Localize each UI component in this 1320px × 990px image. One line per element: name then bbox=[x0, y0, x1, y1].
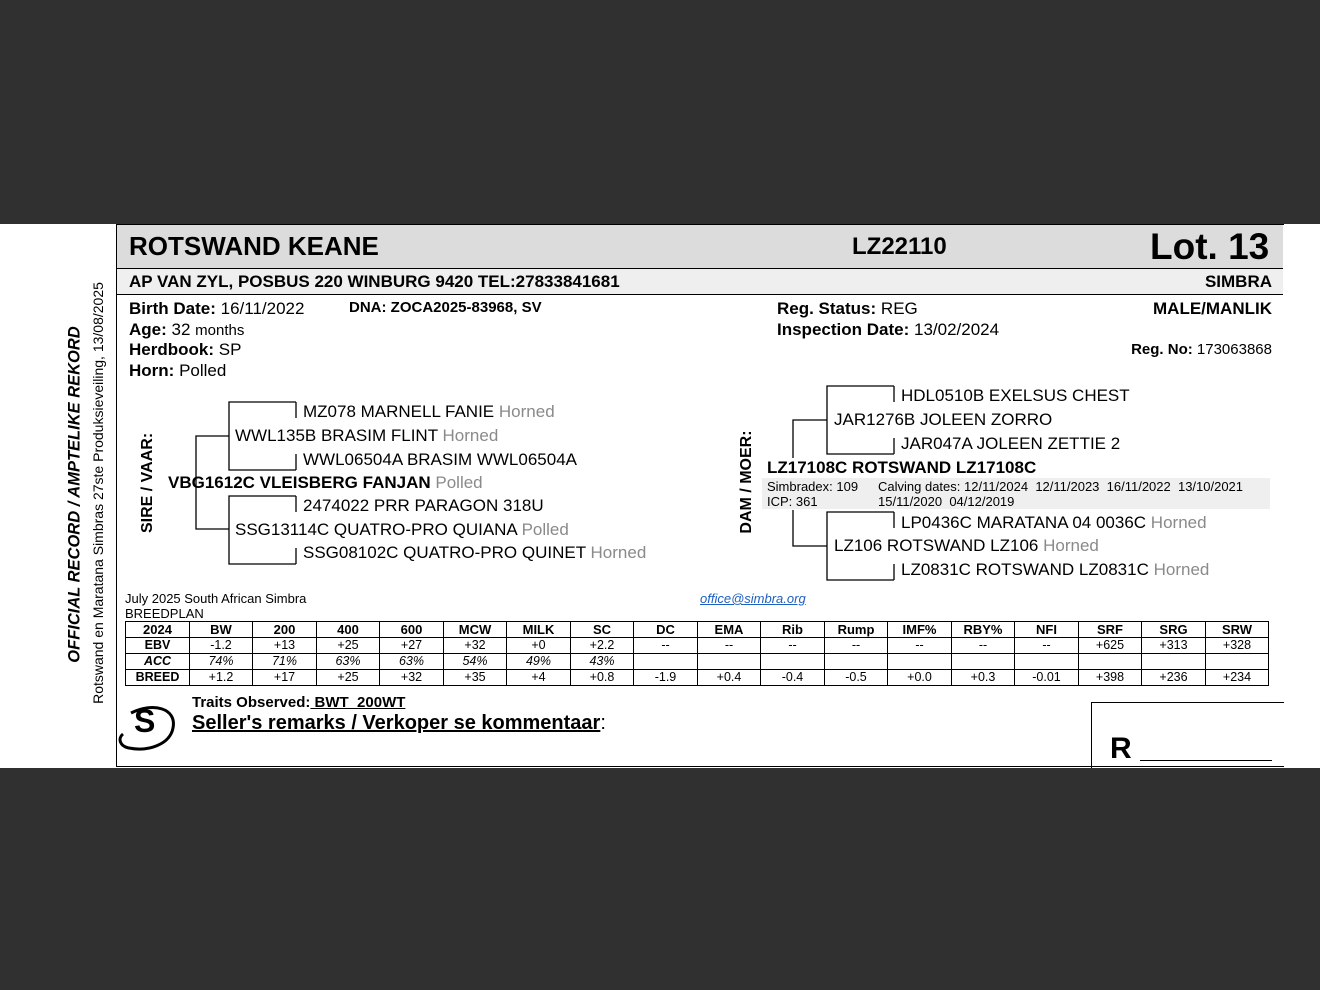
breedplan-cell: +4 bbox=[507, 670, 571, 686]
breedplan-cell: +0.8 bbox=[571, 670, 634, 686]
breedplan-cell: 54% bbox=[444, 654, 507, 670]
sellers-remarks: Seller's remarks / Verkoper se kommentaar: bbox=[192, 712, 606, 734]
breedplan-cell: +32 bbox=[444, 638, 507, 654]
breedplan-cell: -0.01 bbox=[1015, 670, 1079, 686]
dam-sire-sire: HDL0510B EXELSUS CHEST bbox=[901, 386, 1130, 405]
breedplan-cell: +25 bbox=[317, 670, 380, 686]
email-link[interactable]: office@simbra.org bbox=[700, 591, 806, 606]
breedplan-header-cell: MCW bbox=[444, 622, 507, 638]
breedplan-cell: -- bbox=[1015, 638, 1079, 654]
dam-dam-sire: LP0436C MARATANA 04 0036C Horned bbox=[901, 513, 1207, 532]
sire-name: VBG1612C VLEISBERG FANJAN Polled bbox=[168, 473, 483, 492]
breedplan-row bbox=[126, 638, 1269, 654]
breedplan-cell: -- bbox=[825, 638, 888, 654]
breedplan-cell: +2.2 bbox=[571, 638, 634, 654]
breedplan-cell bbox=[1079, 654, 1142, 670]
dam-dam: LZ106 ROTSWAND LZ106 Horned bbox=[834, 536, 1099, 555]
breedplan-cell: 71% bbox=[253, 654, 317, 670]
icp: ICP: 361 bbox=[767, 494, 818, 509]
sire-dam-dam: SSG08102C QUATRO-PRO QUINET Horned bbox=[303, 543, 647, 562]
breedplan-cell: -1.9 bbox=[634, 670, 698, 686]
breedplan-cell: +25 bbox=[317, 638, 380, 654]
breedplan-cell: +0.4 bbox=[698, 670, 761, 686]
lot-number: Lot. 13 bbox=[1150, 226, 1270, 267]
calving-dates-cont: 15/11/2020 04/12/2019 bbox=[878, 494, 1015, 509]
breedplan-cell: +0.3 bbox=[952, 670, 1015, 686]
official-record-label: OFFICIAL RECORD / AMPTELIKE REKORD bbox=[65, 326, 84, 663]
breedplan-cell: -- bbox=[634, 638, 698, 654]
breedplan-cell: +398 bbox=[1079, 670, 1142, 686]
sire-sire: WWL135B BRASIM FLINT Horned bbox=[235, 426, 499, 445]
breedplan-cell bbox=[761, 654, 825, 670]
breedplan-cell: +0 bbox=[507, 638, 571, 654]
breedplan-cell: +32 bbox=[380, 670, 444, 686]
breedplan-header-cell: IMF% bbox=[888, 622, 952, 638]
breedplan-cell: -- bbox=[888, 638, 952, 654]
breedplan-table bbox=[125, 621, 1269, 686]
animal-id: LZ22110 bbox=[852, 233, 947, 260]
inspection-date: Inspection Date: 13/02/2024 bbox=[777, 320, 1000, 339]
breedplan-cell: -- bbox=[952, 638, 1015, 654]
breedplan-caption-2: BREEDPLAN bbox=[125, 606, 204, 621]
breedplan-cell: -1.2 bbox=[190, 638, 253, 654]
breedplan-header-cell: SRG bbox=[1142, 622, 1206, 638]
breedplan-header-cell: Rib bbox=[761, 622, 825, 638]
breedplan-header-cell: 200 bbox=[253, 622, 317, 638]
breedplan-header-cell: BW bbox=[190, 622, 253, 638]
breedplan-header-cell: RBY% bbox=[952, 622, 1015, 638]
dam-sire: JAR1276B JOLEEN ZORRO bbox=[834, 410, 1053, 429]
breedplan-header-cell: MILK bbox=[507, 622, 571, 638]
breedplan-row bbox=[126, 654, 1269, 670]
dam-sire-dam: JAR047A JOLEEN ZETTIE 2 bbox=[901, 434, 1121, 453]
breedplan-cell bbox=[888, 654, 952, 670]
breedplan-header-cell: Rump bbox=[825, 622, 888, 638]
breedplan-header-row bbox=[126, 622, 1269, 638]
sire-dam: SSG13114C QUATRO-PRO QUIANA Polled bbox=[235, 520, 569, 539]
price-label: R bbox=[1110, 732, 1132, 765]
breedplan-cell: 74% bbox=[190, 654, 253, 670]
breedplan-row-label: BREED bbox=[126, 670, 190, 686]
animal-name: ROTSWAND KEANE bbox=[129, 231, 379, 261]
breedplan-cell: 43% bbox=[571, 654, 634, 670]
age: Age: 32 months bbox=[129, 320, 245, 339]
price-field[interactable] bbox=[1140, 760, 1272, 761]
herdbook: Herdbook: SP bbox=[129, 340, 242, 359]
breedplan-cell: +13 bbox=[253, 638, 317, 654]
dna-label: DNA: ZOCA2025-83968, SV bbox=[349, 299, 542, 316]
breedplan-cell: +234 bbox=[1206, 670, 1269, 686]
breedplan-cell: +236 bbox=[1142, 670, 1206, 686]
breedplan-header-cell: SRF bbox=[1079, 622, 1142, 638]
breedplan-cell: +35 bbox=[444, 670, 507, 686]
breedplan-cell bbox=[634, 654, 698, 670]
breedplan-header-cell: 2024 bbox=[126, 622, 190, 638]
reg-status: Reg. Status: REG bbox=[777, 299, 918, 318]
breedplan-cell bbox=[952, 654, 1015, 670]
breedplan-cell bbox=[1015, 654, 1079, 670]
sire-sire-dam: WWL06504A BRASIM WWL06504A bbox=[303, 450, 578, 469]
birth-date: Birth Date: 16/11/2022 bbox=[129, 299, 305, 318]
breedplan-cell: +0.0 bbox=[888, 670, 952, 686]
sale-name-label: Rotswand en Maratana Simbras 27ste Produksieveiling, 13/08/2025 bbox=[90, 282, 106, 704]
breedplan-header-cell: SC bbox=[571, 622, 634, 638]
breedplan-cell: -- bbox=[761, 638, 825, 654]
breedplan-cell: 63% bbox=[380, 654, 444, 670]
breedplan-cell: +1.2 bbox=[190, 670, 253, 686]
breedplan-header-cell: DC bbox=[634, 622, 698, 638]
breed-label: SIMBRA bbox=[1204, 272, 1272, 291]
breedplan-cell bbox=[825, 654, 888, 670]
breedplan-cell: -- bbox=[698, 638, 761, 654]
breedplan-cell bbox=[1142, 654, 1206, 670]
breedplan-cell: -0.5 bbox=[825, 670, 888, 686]
sex-label: MALE/MANLIK bbox=[1153, 299, 1272, 318]
breedplan-cell: +313 bbox=[1142, 638, 1206, 654]
breedplan-cell bbox=[1206, 654, 1269, 670]
dam-name: LZ17108C ROTSWAND LZ17108C bbox=[767, 458, 1037, 477]
breedplan-row bbox=[126, 670, 1269, 686]
dam-side-label: DAM / MOER: bbox=[738, 430, 755, 534]
breedplan-cell: 63% bbox=[317, 654, 380, 670]
breedplan-header-cell: EMA bbox=[698, 622, 761, 638]
breedplan-caption: July 2025 South African Simbra bbox=[125, 591, 307, 606]
reg-number: Reg. No: 173063868 bbox=[1131, 341, 1272, 358]
breedplan-cell: +625 bbox=[1079, 638, 1142, 654]
simbradex: Simbradex: 109 bbox=[767, 479, 859, 494]
breedplan-header-cell: 600 bbox=[380, 622, 444, 638]
traits-observed: Traits Observed: BWT 200WT bbox=[192, 694, 406, 711]
calving-dates: Calving dates: 12/11/2024 12/11/2023 16/11/2022 13/10/2021 bbox=[878, 479, 1244, 494]
breedplan-row-label: ACC bbox=[126, 654, 190, 670]
sire-sire-sire: MZ078 MARNELL FANIE Horned bbox=[303, 402, 555, 421]
owner-line: AP VAN ZYL, POSBUS 220 WINBURG 9420 TEL:27833841681 bbox=[129, 272, 620, 291]
breedplan-cell: 49% bbox=[507, 654, 571, 670]
horn-status: Horn: Polled bbox=[129, 361, 227, 380]
breedplan-cell: +27 bbox=[380, 638, 444, 654]
breedplan-cell bbox=[698, 654, 761, 670]
dam-dam-dam: LZ0831C ROTSWAND LZ0831C Horned bbox=[901, 560, 1210, 579]
sire-side-label: SIRE / VAAR: bbox=[139, 432, 156, 533]
sire-dam-sire: 2474022 PRR PARAGON 318U bbox=[303, 496, 544, 515]
breedplan-header-cell: 400 bbox=[317, 622, 380, 638]
breedplan-cell: +17 bbox=[253, 670, 317, 686]
breedplan-row-label: EBV bbox=[126, 638, 190, 654]
breedplan-cell: -0.4 bbox=[761, 670, 825, 686]
breedplan-cell: +328 bbox=[1206, 638, 1269, 654]
breedplan-header-cell: NFI bbox=[1015, 622, 1079, 638]
breedplan-header-cell: SRW bbox=[1206, 622, 1269, 638]
logo-letter: S bbox=[134, 703, 156, 739]
